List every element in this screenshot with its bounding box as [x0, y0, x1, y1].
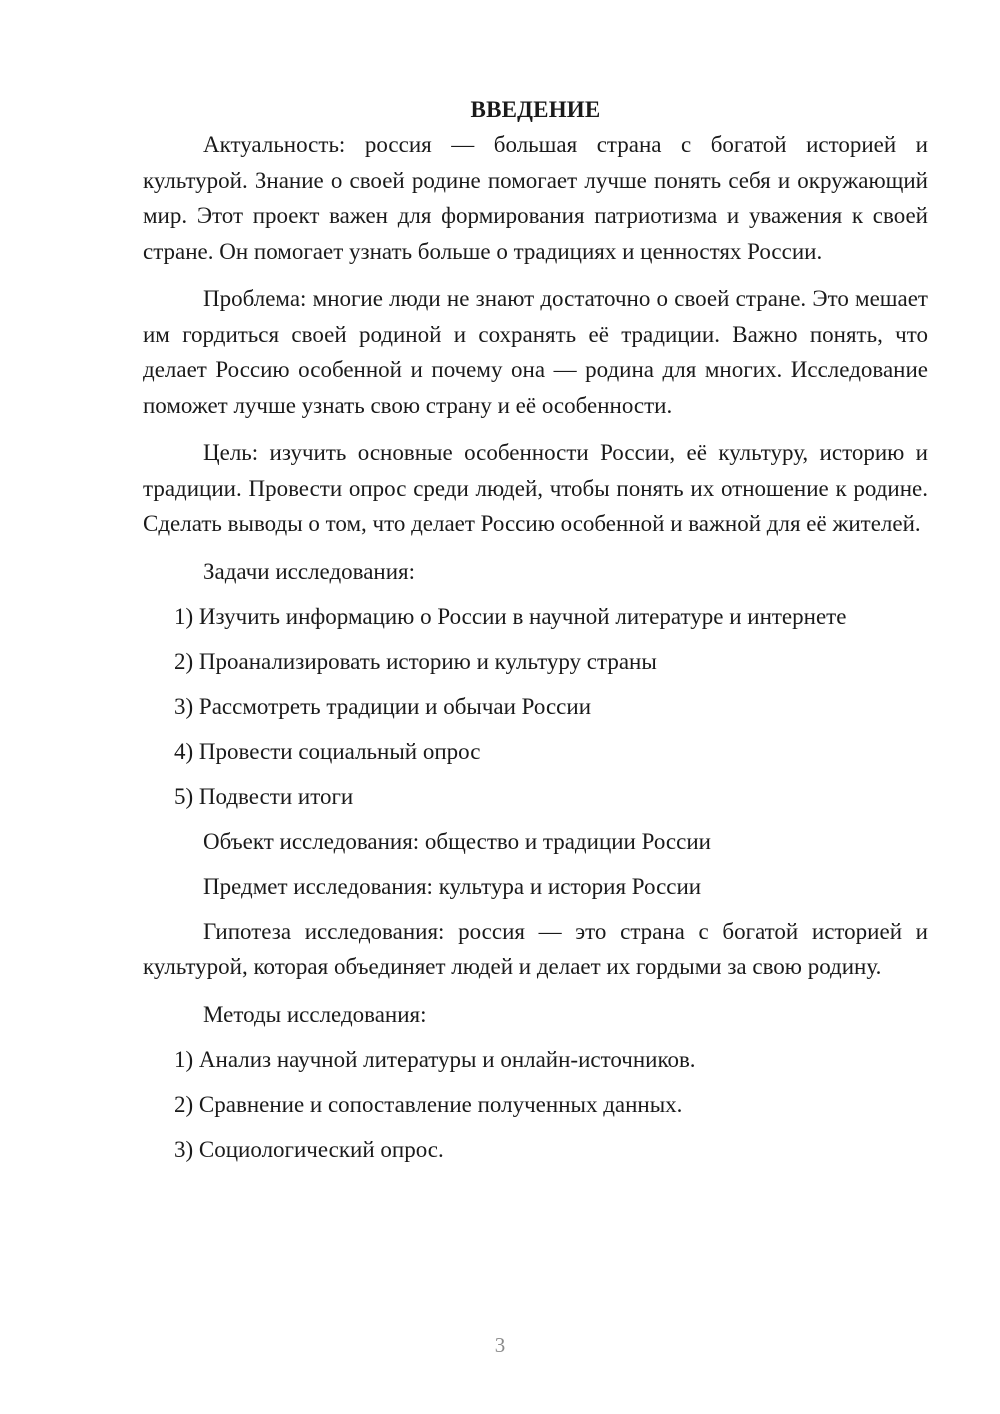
- method-item-1: 1) Анализ научной литературы и онлайн-источников.: [174, 1046, 696, 1072]
- page-number: 3: [494, 1333, 506, 1357]
- paragraph-goal: Цель: изучить основные особенности России, её культуру, историю и традиции. Провести опрос среди людей, чтобы понять их отношение к родине. Сделать выводы о том, что делает Россию особенной и важной для её жителей.: [143, 440, 928, 536]
- methods-heading: Методы исследования:: [203, 1001, 427, 1027]
- task-item-2: 2) Проанализировать историю и культуру страны: [174, 648, 657, 674]
- paragraph-relevance: Актуальность: россия — большая страна с богатой историей и культурой. Знание о своей родине помогает лучше понять себя и окружающий мир. Этот проект важен для формирования патриотизма и уважения к своей стране. Он помогает узнать больше о традициях и ценностях России.: [143, 132, 928, 264]
- method-item-3: 3) Социологический опрос.: [174, 1136, 444, 1162]
- paragraph-problem: Проблема: многие люди не знают достаточно о своей стране. Это мешает им гордиться своей родиной и сохранять её традиции. Важно понять, что делает Россию особенной и почему она — родина для многих. Исследование поможет лучше узнать свою страну и её особенности.: [143, 286, 928, 418]
- document-page: [143, 92, 928, 1167]
- method-item-2: 2) Сравнение и сопоставление полученных данных.: [174, 1091, 683, 1117]
- task-item-3: 3) Рассмотреть традиции и обычаи России: [174, 693, 592, 719]
- research-subject: Предмет исследования: культура и история России: [203, 873, 702, 899]
- task-item-5: 5) Подвести итоги: [174, 783, 354, 809]
- task-item-4: 4) Провести социальный опрос: [174, 738, 481, 764]
- task-item-1: 1) Изучить информацию о России в научной литературе и интернете: [174, 603, 847, 629]
- tasks-heading: Задачи исследования:: [203, 558, 416, 584]
- paragraph-hypothesis: Гипотеза исследования: россия — это страна с богатой историей и культурой, которая объединяет людей и делает их гордыми за свою родину.: [143, 918, 928, 979]
- section-title: ВВЕДЕНИЕ: [470, 97, 601, 122]
- research-object: Объект исследования: общество и традиции России: [203, 828, 711, 854]
